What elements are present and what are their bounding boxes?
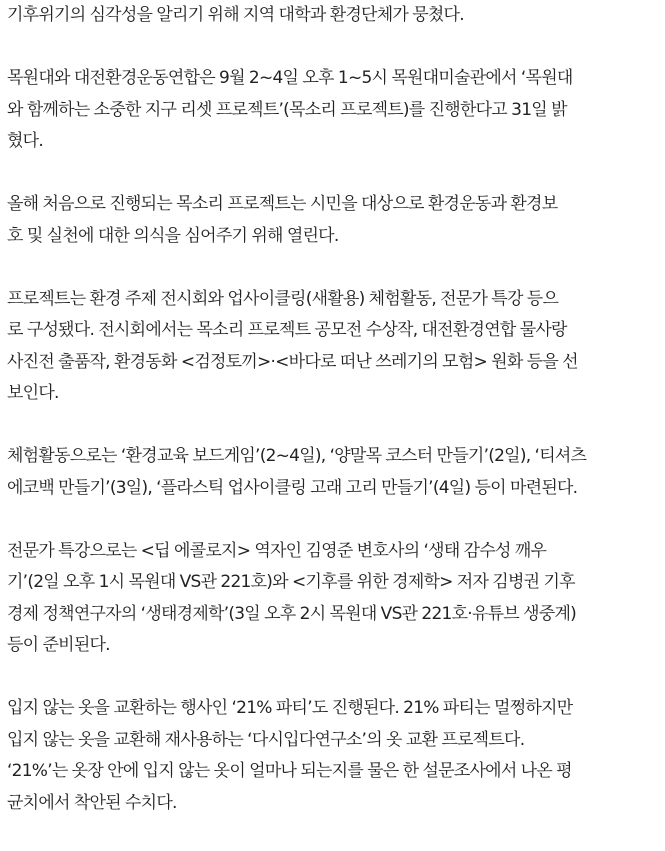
text-line: 전문가 특강으로는 <딥 에콜로지> 역자인 김영준 변호사의 ‘생태 감수성 깨우 <box>7 540 547 561</box>
text-line: 균치에서 착안된 수치다. <box>7 792 177 813</box>
paragraph-party <box>7 693 659 819</box>
text-line: 로 구성됐다. 전시회에서는 목소리 프로젝트 공모전 수상작, 대전환경연합 물사랑 <box>7 320 567 340</box>
text-line: 체험활동으로는 ‘환경교육 보드게임’(2~4일), ‘양말목 코스터 만들기’(2일), ‘티셔츠 <box>7 446 587 466</box>
text-line: 혔다. <box>7 131 43 151</box>
text-line: 입지 않는 옷을 교환하는 행사인 ‘21% 파티’도 진행된다. 21% 파티는 멀쩡하지만 <box>7 698 573 718</box>
text-line: ‘21%’는 옷장 안에 입지 않는 옷이 얼마나 되는지를 물은 한 설문조사에서 나온 평 <box>7 761 572 781</box>
text-line: 등이 준비된다. <box>7 635 110 655</box>
paragraph-activities <box>7 441 659 504</box>
text-line: 보인다. <box>7 383 59 403</box>
paragraph-announcement <box>7 63 659 158</box>
paragraph-lectures <box>7 536 659 662</box>
article-body <box>7 0 659 851</box>
text-line: 목원대와 대전환경운동연합은 9월 2~4일 오후 1~5시 목원대미술관에서 ‘목원대 <box>7 68 573 88</box>
paragraph-purpose <box>7 189 659 252</box>
paragraph-intro <box>7 0 659 32</box>
paragraph-program <box>7 284 659 410</box>
text-line: 입지 않는 옷을 교환해 재사용하는 ‘다시입다연구소’의 옷 교환 프로젝트다. <box>7 729 525 750</box>
text-line: 프로젝트는 환경 주제 전시회와 업사이클링(새활용) 체험활동, 전문가 특강 등으 <box>7 288 559 309</box>
text-line: 올해 처음으로 진행되는 목소리 프로젝트는 시민을 대상으로 환경운동과 환경보 <box>7 194 558 214</box>
text-line: 와 함께하는 소중한 지구 리셋 프로젝트’(목소리 프로젝트)를 진행한다고 31일 밝 <box>7 99 567 120</box>
text-line: 기’(2일 오후 1시 목원대 VS관 221호)와 <기후를 위한 경제학> 저자 김병권 기후 <box>7 572 575 592</box>
text-line: 경제 정책연구자의 ‘생태경제학’(3일 오후 2시 목원대 VS관 221호·유튜브 생중계) <box>7 603 577 624</box>
text-line: 사진전 출품작, 환경동화 <검정토끼>·<바다로 떠난 쓰레기의 모험> 원화 등을 선 <box>7 351 578 372</box>
text-line: 에코백 만들기’(3일), ‘플라스틱 업사이클링 고래 고리 만들기’(4일) 등이 마련된다. <box>7 477 578 498</box>
text-line: 호 및 실천에 대한 의식을 심어주기 위해 열린다. <box>7 225 339 246</box>
text-line: 기후위기의 심각성을 알리기 위해 지역 대학과 환경단체가 뭉쳤다. <box>7 5 464 25</box>
